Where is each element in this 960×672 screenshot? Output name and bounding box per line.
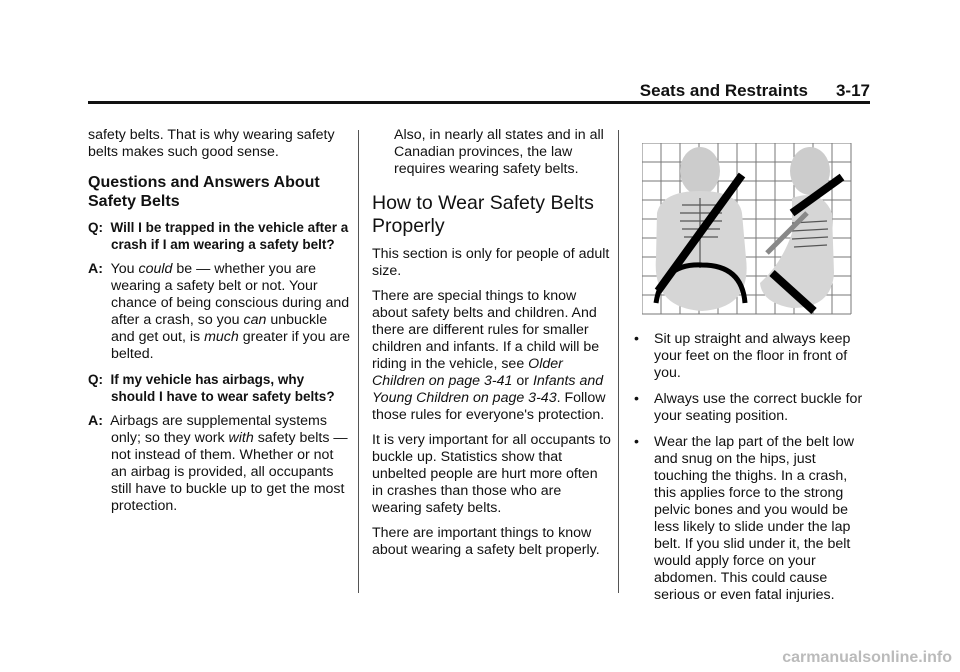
- paragraph-children: [372, 288, 612, 424]
- qa-heading: Questions and Answers About Safety Belts: [88, 174, 320, 210]
- continued-text: Also, in nearly all states and in all Canadian provinces, the law requires wearing safety belts.: [394, 127, 604, 177]
- a-emphasis: with: [228, 430, 254, 446]
- a-text: be — whether you are wearing a safety belt or not. Your chance of being conscious during and after a crash, so you: [111, 261, 350, 328]
- q-text: If my vehicle has airbags, why should I have to wear safety belts?: [110, 372, 335, 404]
- watermark: carmanualsonline.info: [782, 649, 952, 666]
- text: or: [516, 373, 529, 389]
- a-text: Airbags are supplemental systems only; so they work: [110, 413, 327, 446]
- bullet-text: Wear the lap part of the belt low and snug on the hips, just touching the thighs. In a crash, this applies force to the strong pelvic bones and you would be less likely to slide under the lap belt. If you slid under it, the belt would apply force on your abdomen. This could cause serious or even fatal injuries.: [654, 434, 855, 603]
- column-divider: [358, 130, 359, 593]
- bullet-text: Always use the correct buckle for your seating position.: [654, 391, 863, 424]
- column-divider: [618, 130, 619, 593]
- a-text: safety belts — not instead of them. Whether or not an airbag is provided, all occupants still have to buckle up to get the most protection.: [111, 430, 348, 514]
- bullet-item: [632, 331, 872, 382]
- answer-1: [88, 261, 350, 363]
- q-text: Will I be trapped in the vehicle after a crash if I am wearing a safety belt?: [110, 220, 349, 252]
- paragraph: It is very important for all occupants to buckle up. Statistics show that unbelted people are hurt more often in crashes than those who are wearing safety belts.: [372, 432, 611, 516]
- intro-text: safety belts. That is why wearing safety belts makes such good sense.: [88, 127, 335, 160]
- bullet-item: [632, 434, 872, 604]
- side-figure: [760, 147, 842, 311]
- bullet-icon: •: [634, 434, 639, 450]
- bullet-icon: •: [634, 331, 639, 347]
- paragraph: This section is only for people of adult size.: [372, 246, 610, 279]
- question-2: [88, 371, 350, 405]
- q-label: Q:: [88, 220, 103, 235]
- front-figure: [656, 147, 747, 311]
- link-older-children[interactable]: Older Children on page 3-41: [372, 356, 563, 389]
- a-text: unbuckle and get out, is: [111, 312, 328, 345]
- column-3: [632, 127, 872, 613]
- question-1: [88, 219, 350, 253]
- answer-2: [88, 413, 350, 515]
- section-title: Seats and Restraints: [639, 81, 808, 100]
- section-heading: How to Wear Safety Belts Properly: [372, 192, 594, 237]
- a-emphasis: could: [138, 261, 173, 277]
- a-emphasis: much: [204, 329, 239, 345]
- bullet-item: [632, 391, 872, 425]
- column-1: [88, 127, 350, 523]
- text: . Follow those rules for everyone's protection.: [372, 390, 606, 423]
- a-label: A:: [88, 413, 103, 429]
- a-emphasis: can: [243, 312, 267, 328]
- column-2: [372, 127, 612, 567]
- page-number: 3-17: [835, 81, 870, 100]
- text: There are special things to know about safety belts and children. And there are different rules for smaller children and infants. If a child will be riding in the vehicle, see: [372, 288, 600, 372]
- page-header: [88, 82, 870, 99]
- safety-belt-illustration: [642, 143, 872, 315]
- a-text: greater if you are belted.: [111, 329, 351, 362]
- q-label: Q:: [88, 372, 103, 387]
- a-text: You: [110, 261, 135, 277]
- header-rule: [88, 101, 870, 104]
- a-label: A:: [88, 261, 103, 277]
- bullet-text: Sit up straight and always keep your feet on the floor in front of you.: [654, 331, 851, 381]
- link-infants[interactable]: Infants and Young Children on page 3-43: [372, 373, 604, 406]
- bullet-icon: •: [634, 391, 639, 407]
- paragraph: There are important things to know about wearing a safety belt properly.: [372, 525, 600, 558]
